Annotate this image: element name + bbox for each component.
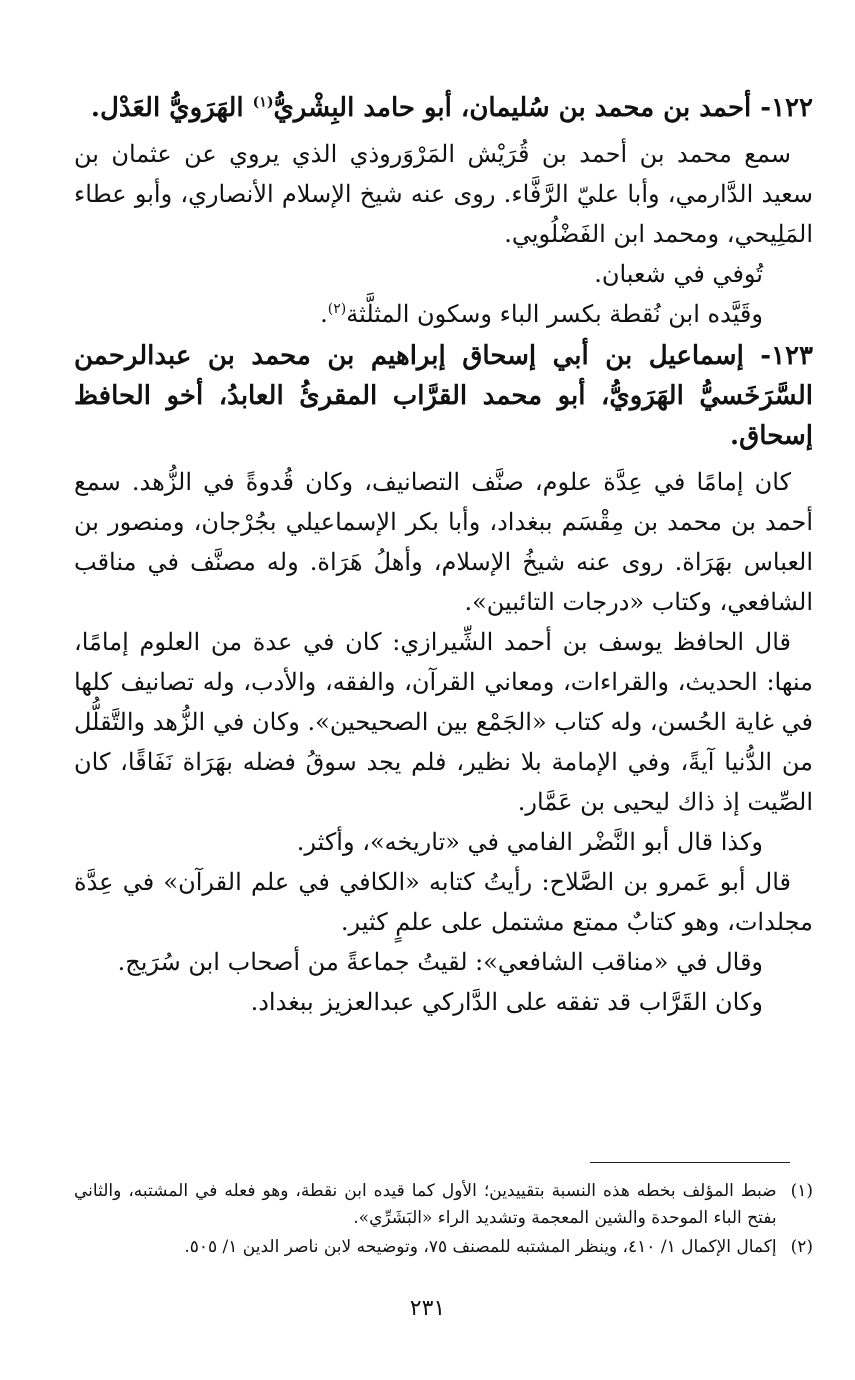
- entry-123-paragraph: وكان القَرَّاب قد تفقه على الدَّاركي عبدالعزيز ببغداد.: [250, 988, 763, 1016]
- entry-122-heading-text: ١٢٢- أحمد بن محمد بن سُليمان، أبو حامد البِشْريُّ: [273, 93, 813, 123]
- entry-122-paragraph: [74, 294, 813, 334]
- entry-122-heading: [74, 88, 813, 128]
- entry-123-paragraph: قال الحافظ يوسف بن أحمد الشِّيرازي: كان في عدة من العلوم إمامًا، منها: الحديث، والقراءات، ومعاني القرآن، والفقه، والأدب، وله تصانيف كلها في غاية الحُسن، وله كتاب «الجَمْع بين الصحيحين». وكان في الزُّهد والتَّقلُّل من الدُّنيا آيةً، وفي الإمامة بلا نظير، فلم يجد سوقُ فضله بهَرَاة نَفَاقًا، كان الصِّيت إذ ذاك ليحيى بن عَمَّار.: [74, 628, 813, 816]
- entry-123-paragraph: وكذا قال أبو النَّضْر الفامي في «تاريخه»، وأكثر.: [296, 828, 763, 856]
- footnote-separator: [590, 1162, 790, 1163]
- footnote-number: (١): [790, 1181, 813, 1201]
- footnote-number: (٢): [790, 1237, 813, 1257]
- entry-122-last-end: .: [320, 300, 328, 328]
- footnotes: [74, 1178, 813, 1263]
- footnote-ref-1[interactable]: (١): [252, 94, 274, 111]
- entry-123-paragraph: قال أبو عَمرو بن الصَّلاح: رأيتُ كتابه «الكافي في علم القرآن» في عِدَّة مجلدات، وهو كتابٌ ممتع مشتمل على علمٍ كثير.: [74, 868, 813, 936]
- entry-123-paragraph: وقال في «مناقب الشافعي»: لقيتُ جماعةً من أصحاب ابن سُرَيج.: [117, 948, 763, 976]
- entry-123-heading: ١٢٣- إسماعيل بن أبي إسحاق إبراهيم بن محمد بن عبدالرحمن السَّرَخَسيُّ الهَرَويُّ، أبو محمد القرَّاب المقرئُ العابدُ، أخو الحافظ إسحاق.: [74, 341, 813, 451]
- entry-123-paragraph: كان إمامًا في عِدَّة علوم، صنَّف التصانيف، وكان قُدوةً في الزُّهد. سمع أحمد بن محمد بن مِقْسَم ببغداد، وأبا بكر الإسماعيلي بجُرْجان، ومنصور بن العباس بهَرَاة. روى عنه شيخُ الإسلام، وأهلُ هَرَاة. وله مصنَّف في مناقب الشافعي، وكتاب «درجات التائبين».: [74, 468, 813, 616]
- footnote-item: [74, 1178, 813, 1232]
- entry-122-heading-tail: الهَرَويُّ العَدْل.: [90, 93, 253, 123]
- entry-122-last-text: وقَيَّده ابن نُقطة بكسر الباء وسكون المثلَّثة: [346, 300, 763, 328]
- footnote-text: ضبط المؤلف بخطه هذه النسبة بتقييدين؛ الأول كما قيده ابن نقطة، وهو فعله في المشتبه، والثاني بفتح الباء الموحدة والشين المعجمة وتشديد الراء «البَشَرِّي».: [74, 1181, 777, 1228]
- entry-122-paragraph: تُوفي في شعبان.: [594, 260, 763, 288]
- footnote-text: إكمال الإكمال ١/ ٤١٠، وينظر المشتبه للمصنف ٧٥، وتوضيحه لابن ناصر الدين ١/ ٥٠٥.: [184, 1237, 777, 1257]
- footnote-ref-2[interactable]: (٢): [327, 301, 347, 317]
- page-number: ٢٣١: [409, 1296, 446, 1321]
- footnote-item: [74, 1234, 813, 1261]
- entry-122-paragraph: سمع محمد بن أحمد بن قُرَيْش المَرْوَروذي الذي يروي عن عثمان بن سعيد الدَّارمي، وأبا عليّ الرَّفَّاء. روى عنه شيخ الإسلام الأنصاري، وأبو عطاء المَلِيحي، ومحمد ابن الفَضْلُويي.: [74, 140, 813, 248]
